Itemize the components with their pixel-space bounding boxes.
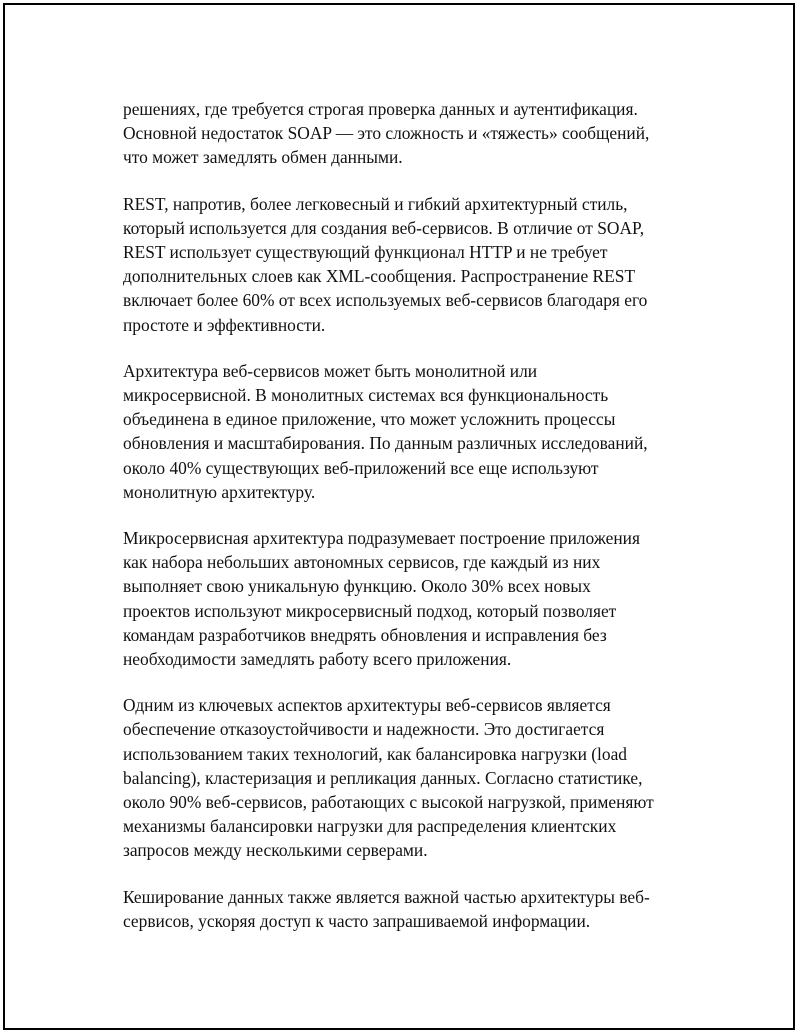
text-line: около 90% веб-сервисов, работающих с высокой нагрузкой, применяют bbox=[123, 792, 654, 813]
text-line: проектов используют микросервисный подход, который позволяет bbox=[123, 600, 617, 621]
text-line: дополнительных слоев как XML-сообщения. Распространение REST bbox=[123, 266, 636, 287]
text-line: Архитектура веб-сервисов может быть монолитной или bbox=[123, 360, 538, 381]
document-body bbox=[123, 97, 723, 955]
text-line: сервисов, ускоряя доступ к часто запрашиваемой информации. bbox=[123, 910, 591, 931]
text-line: Основной недостаток SOAP — это сложность и «тяжесть» сообщений, bbox=[123, 123, 650, 144]
text-line: около 40% существующих веб-приложений все еще используют bbox=[123, 457, 599, 478]
text-line: REST использует существующий функционал HTTP и не требует bbox=[123, 242, 608, 263]
text-line: Одним из ключевых аспектов архитектуры веб-сервисов является bbox=[123, 695, 611, 716]
text-line: включает более 60% от всех используемых веб-сервисов благодаря его bbox=[123, 290, 648, 311]
text-line: микросервисной. В монолитных системах вся функциональность bbox=[123, 385, 609, 406]
text-line: REST, напротив, более легковесный и гибкий архитектурный стиль, bbox=[123, 193, 628, 214]
text-line: решениях, где требуется строгая проверка данных и аутентификация. bbox=[123, 99, 638, 119]
text-line: командам разработчиков внедрять обновления и исправления без bbox=[123, 624, 607, 645]
text-line: Кеширование данных также является важной частью архитектуры веб- bbox=[123, 886, 650, 907]
text-line: механизмы балансировки нагрузки для распределения клиентских bbox=[123, 816, 617, 837]
text-line: монолитную архитектуру. bbox=[123, 481, 316, 502]
text-line: выполняет свою уникальную функцию. Около 30% всех новых bbox=[123, 576, 591, 597]
text-line: простоте и эффективности. bbox=[123, 314, 326, 335]
text-line: что может замедлять обмен данными. bbox=[123, 147, 403, 168]
paragraph-soap-summary bbox=[123, 97, 723, 170]
paragraph-rest bbox=[123, 192, 723, 337]
text-line: как набора небольших автономных сервисов, где каждый из них bbox=[123, 552, 601, 573]
paragraph-caching bbox=[123, 885, 723, 933]
paragraph-monolith bbox=[123, 359, 723, 504]
text-line: который используется для создания веб-сервисов. В отличие от SOAP, bbox=[123, 217, 645, 238]
text-line: обновления и масштабирования. По данным различных исследований, bbox=[123, 433, 648, 454]
text-line: Микросервисная архитектура подразумевает построение приложения bbox=[123, 528, 640, 549]
text-line: необходимости замедлять работу всего приложения. bbox=[123, 649, 512, 670]
text-line: использованием таких технологий, как балансировка нагрузки (load bbox=[123, 743, 627, 764]
paragraph-fault-tolerance bbox=[123, 693, 723, 862]
paragraph-microservices bbox=[123, 526, 723, 671]
text-line: balancing), кластеризация и репликация данных. Согласно статистике, bbox=[123, 767, 643, 788]
text-line: запросов между несколькими серверами. bbox=[123, 840, 428, 861]
text-line: объединена в единое приложение, что может усложнить процессы bbox=[123, 409, 616, 430]
page-frame bbox=[3, 3, 795, 1030]
text-line: обеспечение отказоустойчивости и надежности. Это достигается bbox=[123, 719, 605, 740]
